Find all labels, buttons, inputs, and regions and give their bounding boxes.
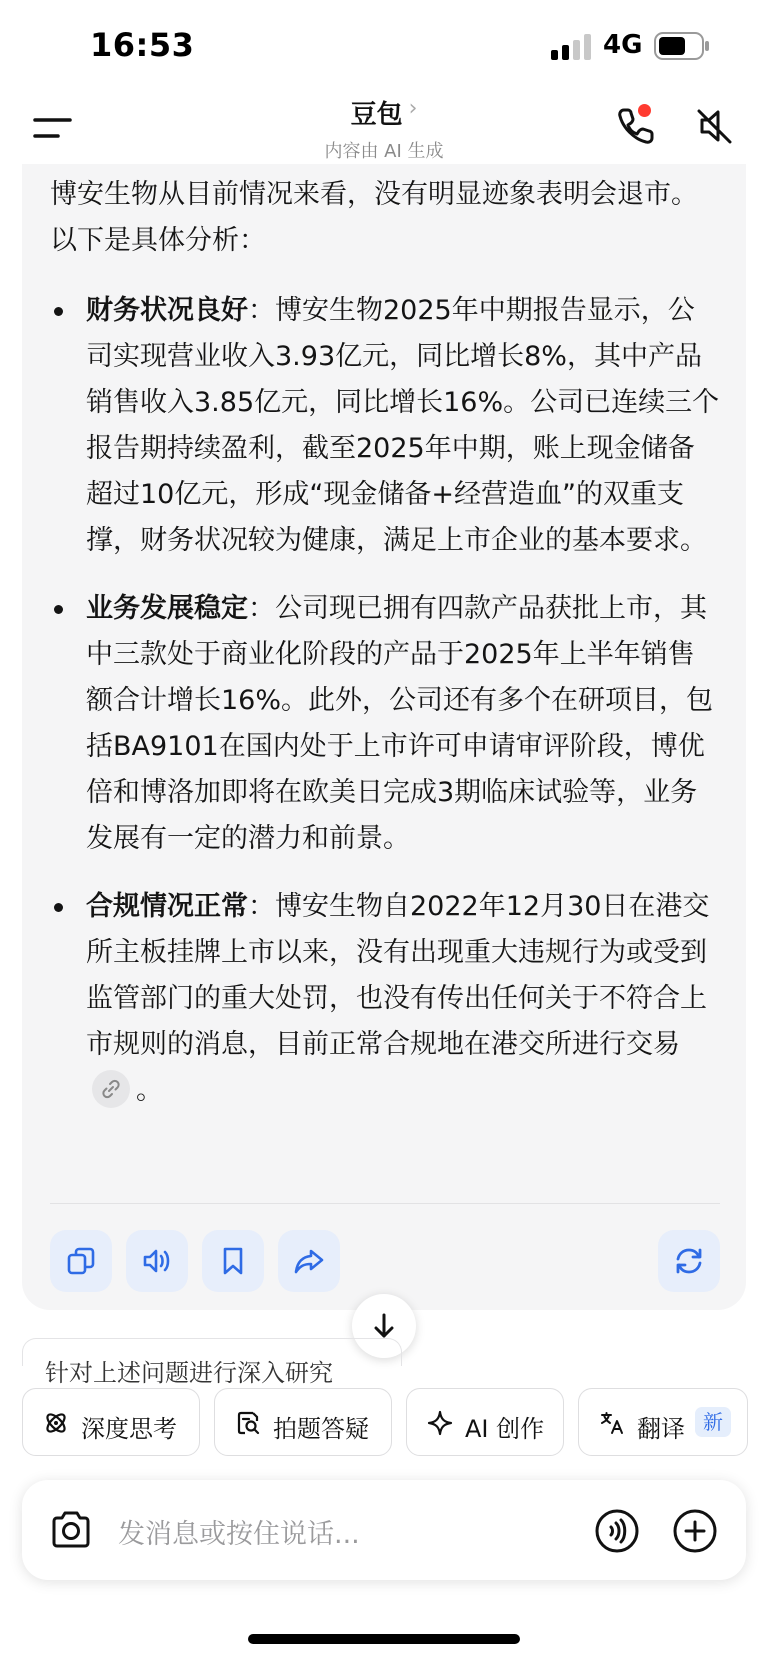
network-type: 4G bbox=[603, 30, 643, 60]
share-icon bbox=[293, 1245, 325, 1277]
bookmark-icon bbox=[217, 1245, 249, 1277]
status-time: 16:53 bbox=[90, 26, 195, 64]
notification-dot bbox=[638, 104, 651, 117]
answer-points bbox=[50, 288, 720, 1114]
speaker-icon bbox=[141, 1245, 173, 1277]
message-input[interactable]: 发消息或按住说话... bbox=[118, 1519, 360, 1550]
ai-create-chip[interactable] bbox=[406, 1388, 564, 1456]
chip-label: AI 创作 bbox=[465, 1415, 545, 1443]
new-badge: 新 bbox=[695, 1407, 731, 1437]
chip-label: 翻译 bbox=[637, 1415, 685, 1443]
suggested-question[interactable] bbox=[22, 1338, 402, 1387]
camera-icon[interactable] bbox=[48, 1508, 94, 1552]
chip-label: 深度思考 bbox=[81, 1415, 177, 1443]
copy-button[interactable] bbox=[50, 1230, 112, 1292]
point-text: ：博安生物自2022年12月30日在港交所主板挂牌上市以来，没有出现重大违规行为或受到监管部门的重大处罚，也没有传出任何关于不符合上市规则的消息，目前正常合规地在港交所进行交易 bbox=[86, 891, 710, 1060]
answer-intro: 博安生物从目前情况来看，没有明显迹象表明会退市。以下是具体分析： bbox=[50, 179, 698, 256]
point-heading: 合规情况正常 bbox=[86, 891, 248, 922]
suggested-question-text: 针对上述问题进行深入研究 bbox=[45, 1359, 333, 1387]
list-item bbox=[50, 586, 720, 862]
battery-icon bbox=[654, 32, 710, 60]
chip-label: 拍题答疑 bbox=[273, 1415, 369, 1443]
atom-icon bbox=[43, 1410, 69, 1436]
list-item bbox=[50, 884, 720, 1114]
answer-actions bbox=[50, 1230, 720, 1292]
translate-icon bbox=[599, 1410, 625, 1436]
reference-link-button[interactable] bbox=[92, 1070, 130, 1108]
cellular-signal-icon bbox=[551, 34, 593, 60]
chat-header bbox=[0, 90, 768, 164]
message-input-bar bbox=[22, 1480, 746, 1580]
mute-icon[interactable] bbox=[692, 104, 736, 148]
answer-content bbox=[50, 172, 720, 1136]
voice-call-icon[interactable] bbox=[594, 1508, 640, 1554]
copy-icon bbox=[65, 1245, 97, 1277]
divider bbox=[50, 1203, 720, 1204]
point-text: ：公司现已拥有四款产品获批上市，其中三款处于商业化阶段的产品于2025年上半年销售额合计增长16%。此外，公司还有多个在研项目，包括BA9101在国内处于上市许可申请审评阶段，博优倍和博洛加即将在欧美日完成3期临床试验等，业务发展有一定的潜力和前景。 bbox=[86, 593, 714, 854]
arrow-down-icon bbox=[370, 1312, 398, 1340]
bookmark-button[interactable] bbox=[202, 1230, 264, 1292]
point-heading: 财务状况良好 bbox=[86, 295, 248, 326]
sparkle-icon bbox=[427, 1410, 453, 1436]
photo-question-chip[interactable] bbox=[214, 1388, 392, 1456]
share-button[interactable] bbox=[278, 1230, 340, 1292]
photo-question-icon bbox=[235, 1410, 261, 1436]
regenerate-button[interactable] bbox=[658, 1230, 720, 1292]
phone-icon[interactable] bbox=[614, 104, 658, 148]
list-item bbox=[50, 288, 720, 564]
chevron-right-icon: › bbox=[408, 96, 418, 121]
read-aloud-button[interactable] bbox=[126, 1230, 188, 1292]
deep-think-chip[interactable] bbox=[22, 1388, 200, 1456]
link-icon bbox=[101, 1079, 121, 1099]
home-indicator bbox=[248, 1634, 520, 1644]
quick-actions bbox=[0, 1388, 768, 1456]
point-tail: 。 bbox=[136, 1075, 163, 1106]
point-heading: 业务发展稳定 bbox=[86, 593, 248, 624]
plus-icon[interactable] bbox=[672, 1508, 718, 1554]
point-text: ：博安生物2025年中期报告显示，公司实现营业收入3.93亿元，同比增长8%，其中产品销售收入3.85亿元，同比增长16%。公司已连续三个报告期持续盈利，截至2025年中期，账上现金储备超过10亿元，形成“现金储备+经营造血”的双重支撑，财务状况较为健康，满足上市企业的基本要求。 bbox=[86, 295, 720, 556]
translate-chip[interactable] bbox=[578, 1388, 748, 1456]
ai-generated-note: 内容由 AI 生成 bbox=[324, 141, 444, 162]
status-bar bbox=[0, 0, 768, 90]
page-title[interactable]: 豆包 bbox=[350, 100, 403, 130]
regenerate-icon bbox=[673, 1245, 705, 1277]
